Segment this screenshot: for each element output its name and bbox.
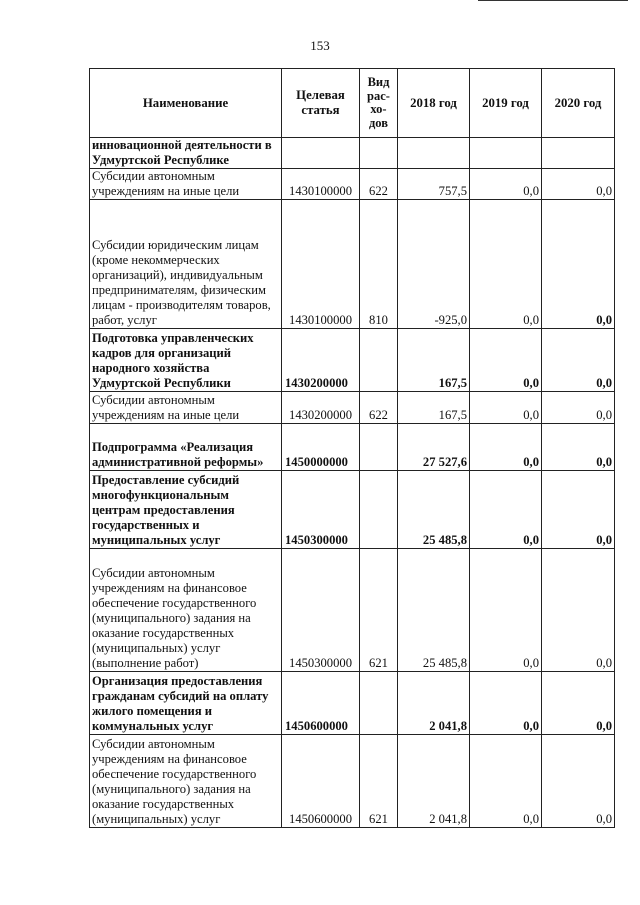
header-row [90,69,615,138]
row-2019: 0,0 [470,549,542,672]
row-expense-type [360,138,398,169]
row-2018 [398,138,470,169]
row-2020: 0,0 [542,392,615,424]
header-target: Целевая статья [282,69,360,138]
page-number: 153 [310,38,330,53]
header-2019: 2019 год [470,69,542,138]
row-2020: 0,0 [542,329,615,392]
row-2018: 27 527,6 [398,424,470,471]
row-2018: 167,5 [398,392,470,424]
row-expense-type: 810 [360,200,398,329]
header-name: Наименование [90,69,282,138]
row-2020: 0,0 [542,471,615,549]
row-expense-type [360,471,398,549]
header-expense-type: Вид рас- хо- дов [360,69,398,138]
row-2018: 167,5 [398,329,470,392]
row-name: Субсидии автономным учреждениям на иные цели [90,169,282,200]
row-expense-type: 621 [360,735,398,828]
row-code: 1430100000 [282,200,360,329]
row-expense-type: 622 [360,392,398,424]
table-row [90,329,615,392]
row-2019: 0,0 [470,424,542,471]
row-2019 [470,138,542,169]
row-code: 1430100000 [282,169,360,200]
row-2020: 0,0 [542,735,615,828]
row-2019: 0,0 [470,392,542,424]
row-2019: 0,0 [470,672,542,735]
table-row [90,672,615,735]
top-rule [478,0,628,1]
row-2020: 0,0 [542,424,615,471]
table-row [90,169,615,200]
row-name: Предоставление субсидий многофункциональным центрам предоставления государственных и муниципальных услуг [90,471,282,549]
row-2019: 0,0 [470,329,542,392]
row-2020: 0,0 [542,169,615,200]
row-code: 1450600000 [282,672,360,735]
row-2019: 0,0 [470,735,542,828]
row-expense-type: 622 [360,169,398,200]
row-name: Субсидии автономным учреждениям на финансовое обеспечение государственного (муниципального) задания на оказание государственных (муниципальных) услуг (выполнение работ) [90,549,282,672]
row-2019: 0,0 [470,169,542,200]
row-2020: 0,0 [542,672,615,735]
budget-table [89,68,615,828]
row-code: 1450000000 [282,424,360,471]
row-expense-type [360,672,398,735]
table-row [90,471,615,549]
row-name: Организация предоставления гражданам субсидий на оплату жилого помещения и коммунальных услуг [90,672,282,735]
table-row [90,138,615,169]
row-2018: 25 485,8 [398,549,470,672]
row-name: Субсидии автономным учреждениям на иные цели [90,392,282,424]
row-expense-type [360,329,398,392]
row-name: Субсидии юридическим лицам (кроме некоммерческих организаций), индивидуальным предпринимателям, физическим лицам - производителям товаров, работ, услуг [90,200,282,329]
row-code: 1450300000 [282,549,360,672]
row-2018: 25 485,8 [398,471,470,549]
table-row [90,392,615,424]
row-2018: -925,0 [398,200,470,329]
header-2018: 2018 год [398,69,470,138]
row-2020 [542,138,615,169]
row-code [282,138,360,169]
row-name: Субсидии автономным учреждениям на финансовое обеспечение государственного (муниципального) задания на оказание государственных (муниципальных) услуг [90,735,282,828]
row-expense-type: 621 [360,549,398,672]
row-code: 1450300000 [282,471,360,549]
row-expense-type [360,424,398,471]
row-name: Подпрограмма «Реализация административной реформы» [90,424,282,471]
row-2018: 2 041,8 [398,735,470,828]
table-row [90,424,615,471]
row-name: инновационной деятельности в Удмуртской Республике [90,138,282,169]
table-row [90,549,615,672]
header-2020: 2020 год [542,69,615,138]
row-2020: 0,0 [542,200,615,329]
row-code: 1430200000 [282,392,360,424]
table-row [90,200,615,329]
row-2018: 757,5 [398,169,470,200]
row-code: 1450600000 [282,735,360,828]
row-code: 1430200000 [282,329,360,392]
table-row [90,735,615,828]
row-2019: 0,0 [470,200,542,329]
row-2018: 2 041,8 [398,672,470,735]
row-2020: 0,0 [542,549,615,672]
row-2019: 0,0 [470,471,542,549]
row-name: Подготовка управленческих кадров для организаций народного хозяйства Удмуртской Республики [90,329,282,392]
